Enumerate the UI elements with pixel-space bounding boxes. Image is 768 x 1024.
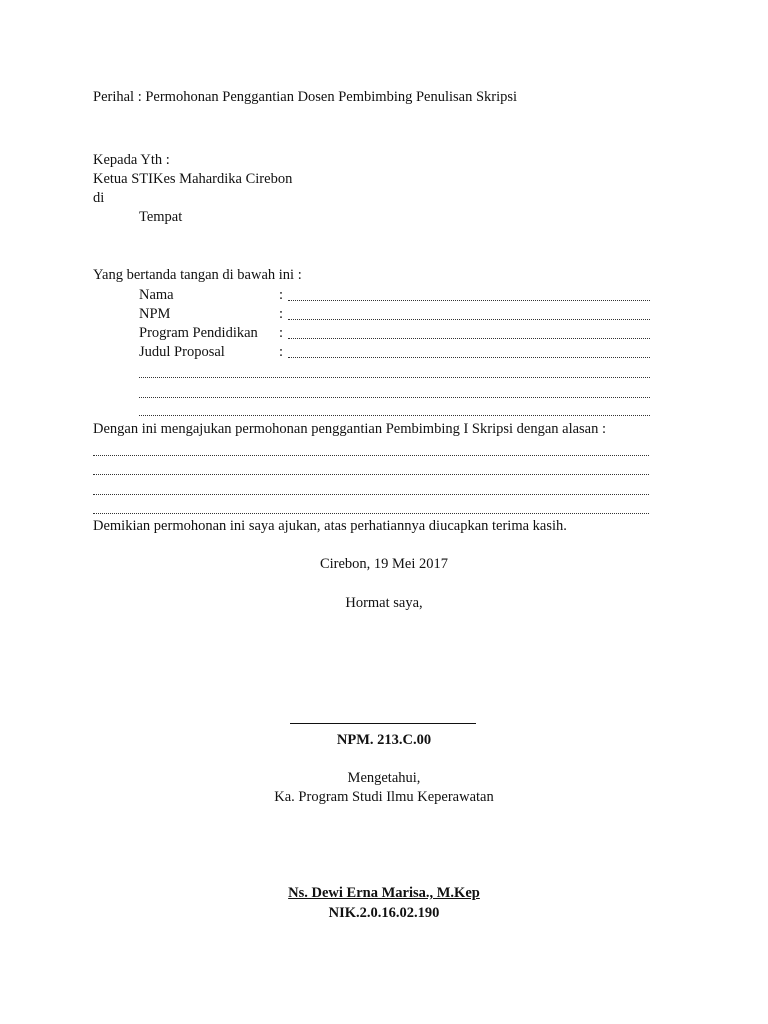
- acknowledgement-nik: NIK.2.0.16.02.190: [328, 905, 440, 921]
- judul-blank-line: [139, 415, 650, 416]
- reason-blank-line: [93, 474, 649, 475]
- reason-blank-line: [93, 513, 649, 514]
- field-sep-judul: :: [279, 344, 284, 360]
- field-blank-judul: [288, 357, 650, 358]
- field-sep-npm: :: [279, 306, 284, 322]
- judul-blank-line: [139, 397, 650, 398]
- intro-text: Yang bertanda tangan di bawah ini :: [93, 267, 302, 283]
- acknowledgement-title: Mengetahui,: [347, 770, 421, 786]
- subject-line: Perihal : Permohonan Penggantian Dosen Pembimbing Penulisan Skripsi: [93, 89, 518, 105]
- recipient-di: di: [93, 190, 105, 206]
- recipient-name: Ketua STIKes Mahardika Cirebon: [93, 171, 293, 187]
- applicant-npm: NPM. 213.C.00: [336, 732, 432, 748]
- closing-text: Demikian permohonan ini saya ajukan, atas perhatiannya diucapkan terima kasih.: [93, 518, 567, 534]
- date-line: Cirebon, 19 Mei 2017: [319, 556, 449, 572]
- acknowledgement-name: Ns. Dewi Erna Marisa., M.Kep: [288, 885, 480, 901]
- regards-text: Hormat saya,: [345, 595, 423, 611]
- field-blank-npm: [288, 319, 650, 320]
- reason-blank-line: [93, 494, 649, 495]
- recipient-salutation: Kepada Yth :: [93, 152, 170, 168]
- reason-blank-line: [93, 455, 649, 456]
- field-label-npm: NPM: [139, 306, 171, 322]
- acknowledgement-position: Ka. Program Studi Ilmu Keperawatan: [274, 789, 494, 805]
- field-label-nama: Nama: [139, 287, 174, 303]
- field-label-program: Program Pendidikan: [139, 325, 258, 341]
- applicant-signature-line: [290, 723, 476, 724]
- field-blank-nama: [288, 300, 650, 301]
- request-text: Dengan ini mengajukan permohonan penggantian Pembimbing I Skripsi dengan alasan :: [93, 421, 607, 437]
- recipient-place: Tempat: [139, 209, 183, 225]
- field-sep-nama: :: [279, 287, 284, 303]
- judul-blank-line: [139, 377, 650, 378]
- field-blank-program: [288, 338, 650, 339]
- field-label-judul: Judul Proposal: [139, 344, 225, 360]
- field-sep-program: :: [279, 325, 284, 341]
